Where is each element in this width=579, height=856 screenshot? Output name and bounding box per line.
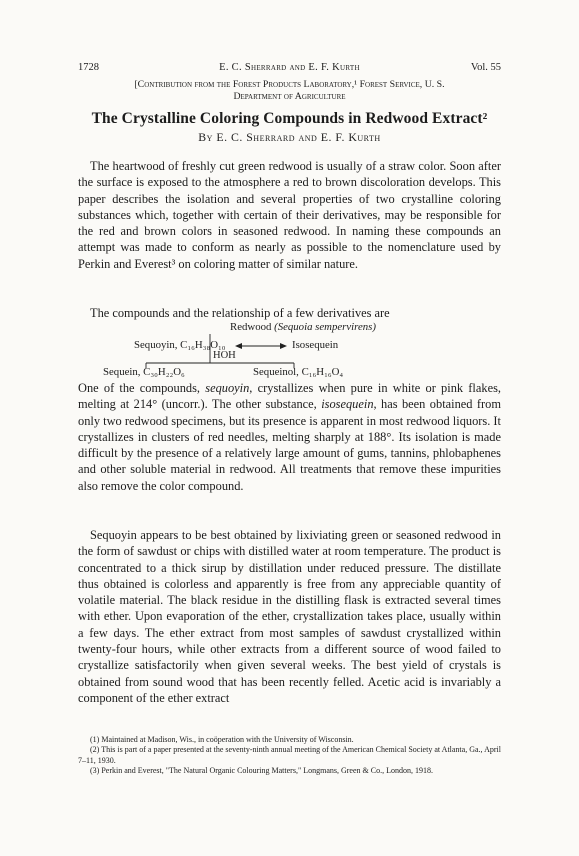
sequeinol-formula: Sequeinol, C₁₆H₁₆O₄ [253,366,344,378]
isosequein-label: Isosequein [292,339,339,351]
sequoyin-formula: Sequoyin, C₁₆H₃₈O₁₀ [134,339,226,351]
contribution-line-2: Department of Agriculture [233,91,346,102]
contribution-note [78,79,501,103]
compound-scheme [78,322,501,376]
hoh-label: HOH [213,350,236,361]
arrow-left-head [235,343,242,349]
paragraph-preparation: Sequoyin appears to be best obtained by lixiviating green or seasoned redwood in the form of sawdust or chips with distilled water at room temperature. The product is concentrated to a thick sirup by distillation under reduced pressure. The distillate thus obtained is colorless and apparently is free from any appreciable quantity of volatile material. The black residue in the distilling flask is extracted several times with ether. Upon evaporation of the ether, crystallization takes place, usually within a few days. The ether extract from most samples of sawdust crystallized within twenty-four hours, while other extracts from a different source of wood failed to crystallize satisfactorily when given several weeks. The best yield of crystals is obtained from sound wood that has been recently felled. Acetic acid is invariably a component of the ether extract [78,528,501,705]
redwood-label [230,321,376,333]
footnote-3: (3) Perkin and Everest, "The Natural Organic Colouring Matters," Longmans, Green & Co., London, 1918. [90,766,433,776]
running-head [78,62,501,76]
paragraph-scheme-intro: The compounds and the relationship of a few derivatives are [90,306,390,320]
arrow-right-head [280,343,287,349]
redwood-text: Redwood [230,321,272,333]
footnotes [78,735,501,777]
sequein-formula: Sequein, C₃₀H₂₂O₆ [103,366,185,378]
article-title: The Crystalline Coloring Compounds in Redwood Extract² [91,110,488,127]
volume-number: Vol. 55 [470,62,501,73]
paragraph-compounds-text: One of the compounds, sequoyin, crystallizes when pure in white or pink flakes, melting at 214° (uncorr.). The other substance, isosequein, has been obtained from only two redwood specimens, but its presence is apparent in most redwood liquors. It crystallizes in clusters of red needles, melting sharply at 188°. Its isolation is made difficult by the presence of a relatively large amount of gums, tannins, phlobaphenes and other soluble material in redwood. All treatments that remove these impurities also remove the color compound. [78,381,501,493]
article-byline: By E. C. Sherrard and E. F. Kurth [198,130,381,144]
footnote-1: (1) Maintained at Madison, Wis., in coöperation with the University of Wisconsin. [90,735,354,744]
contribution-line-1: [Contribution from the Forest Products Laboratory,¹ Forest Service, U. S. [134,79,445,90]
paragraph-intro: The heartwood of freshly cut green redwood is usually of a straw color. Soon after the surface is exposed to the atmosphere a red to brown discoloration develops. This paper describes the isolation and several properties of two crystalline coloring substances which, together with certain of their derivatives, may be responsible for the red and brown colors in seasoned redwood. In naming these compounds an attempt was made to conform as nearly as possible to the nomenclature used by Perkin and Everest³ on coloring matter of similar nature. [78,159,501,271]
page-number: 1728 [78,62,99,73]
redwood-latin-name: (Sequoia sempervirens) [274,321,376,333]
footnote-2: (2) This is part of a paper presented at the seventy-ninth annual meeting of the American Chemical Society at Atlanta, Ga., April 7–11, 1930. [78,745,501,765]
paragraph-compounds [78,380,501,494]
running-head-authors: E. C. Sherrard and E. F. Kurth [219,62,360,73]
